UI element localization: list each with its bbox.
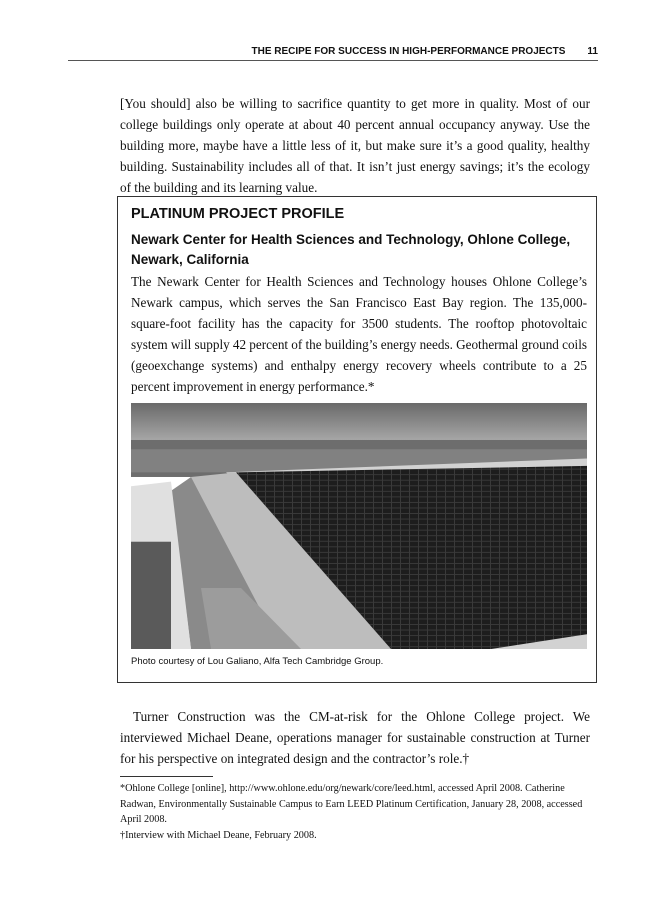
running-title: THE RECIPE FOR SUCCESS IN HIGH-PERFORMANCE PROJECTS — [251, 46, 566, 57]
profile-subtitle: Newark Center for Health Sciences and Technology, Ohlone College, Newark, California — [131, 232, 571, 267]
quote-paragraph: [You should] also be willing to sacrifice quantity to get more in quality. Most of our college buildings only operate at about 40 percent annual occupancy anyway. Use the building more, maybe have a little less of it, but make sure it’s a good quality, healthy building. Sustainability includes all of that. It isn’t just energy savings; it’s the ecology of the building and its learning value. — [120, 96, 590, 195]
page-number: 11 — [587, 46, 598, 57]
profile-text: The Newark Center for Health Sciences and Technology houses Ohlone College’s Newark campus, which serves the San Francisco East Bay region. The 135,000-square-foot facility has the capacity for 3500 students. The rooftop photovoltaic system will supply 42 percent of the building’s energy needs. Geothermal ground coils (geoexchange systems) and enthalpy energy recovery wheels contribute to a 25 percent improvement in energy performance.* — [131, 274, 587, 394]
photo-caption: Photo courtesy of Lou Galiano, Alfa Tech Cambridge Group. — [131, 656, 384, 667]
running-header — [68, 46, 598, 61]
footnote-rule — [120, 776, 213, 777]
footnotes — [120, 781, 595, 843]
profile-box — [117, 196, 597, 683]
rooftop-solar-photo — [131, 403, 587, 649]
footnote: *Ohlone College [online], http://www.ohlone.edu/org/newark/core/leed.html, accessed April 2008. Catherine Radwan, Environmentally Sustainable Campus to Earn LEED Platinum Certification, January 28, 2008, accessed April 2008. — [120, 783, 583, 825]
body-paragraph: Turner Construction was the CM-at-risk for the Ohlone College project. We interviewed Michael Deane, operations manager for sustainable construction at Turner for his perspective on integrated design and the contractor’s role.† — [120, 709, 590, 766]
footnote: †Interview with Michael Deane, February 2008. — [120, 829, 317, 841]
profile-title: PLATINUM PROJECT PROFILE — [131, 206, 345, 222]
